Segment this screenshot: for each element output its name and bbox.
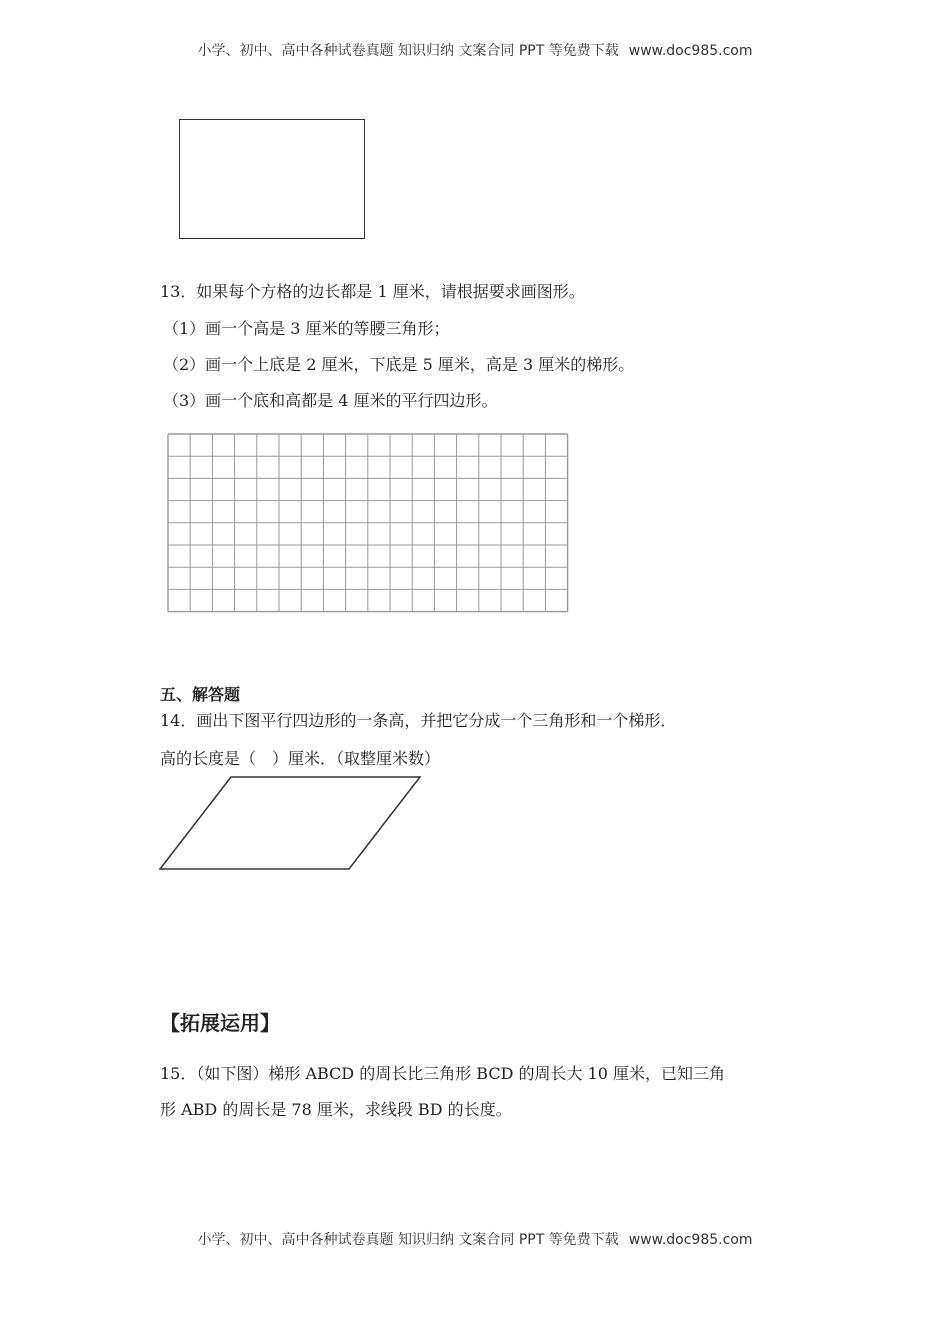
q14-line-2: 高的长度是（ ）厘米．（取整厘米数）	[160, 749, 441, 768]
q15-line-1: 15．（如下图）梯形 ABCD 的周长比三角形 BCD 的周长大 10 厘米，已知三角	[160, 1064, 726, 1083]
extension-heading: 【拓展运用】	[160, 1011, 280, 1035]
page-footer	[0, 1229, 950, 1249]
q13-item-2: （2）画一个上底是 2 厘米，下底是 5 厘米，高是 3 厘米的梯形。	[163, 355, 635, 374]
q13-item-3: （3）画一个底和高都是 4 厘米的平行四边形。	[163, 391, 498, 410]
header-site-link[interactable]: www.doc985.com	[628, 43, 753, 59]
q15-line-2: 形 ABD 的周长是 78 厘米，求线段 BD 的长度。	[160, 1100, 512, 1119]
header-text: 小学、初中、高中各种试卷真题 知识归纳 文案合同 PPT 等免费下载	[197, 43, 619, 59]
q13-title: 13．如果每个方格的边长都是 1 厘米，请根据要求画图形。	[160, 282, 585, 301]
q13-item-1: （1）画一个高是 3 厘米的等腰三角形；	[163, 319, 450, 338]
q14-line-1: 14．画出下图平行四边形的一条高，并把它分成一个三角形和一个梯形．	[160, 711, 677, 730]
section5-heading: 五、解答题	[160, 685, 241, 704]
footer-text: 小学、初中、高中各种试卷真题 知识归纳 文案合同 PPT 等免费下载	[197, 1232, 619, 1248]
footer-site-link[interactable]: www.doc985.com	[628, 1232, 753, 1248]
